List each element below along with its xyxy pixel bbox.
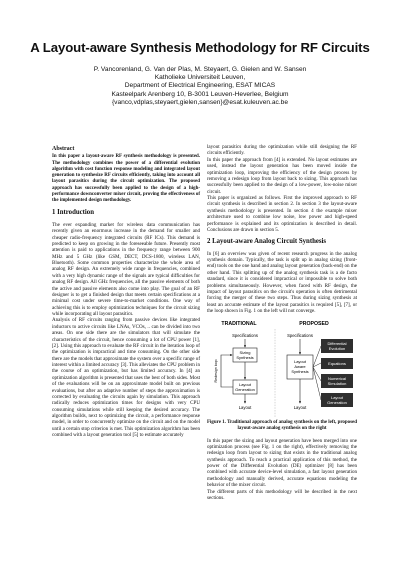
- author-email: {vanco,vdplas,steyaert,gielen,sansen}@esat.kuleuven.ac.be: [111, 98, 289, 106]
- proposed-title: PROPOSED: [299, 321, 329, 328]
- layout-gen-label-1: Layout: [238, 382, 252, 388]
- connector-ns: [313, 367, 321, 381]
- ns-label-1: Numerical: [327, 376, 347, 382]
- affiliation-department: Department of Electrical Engineering, ESAT MICAS: [124, 82, 276, 90]
- right-paragraph-3: This paper is organized as follows. First the improved approach to RF circuit synthesis is described in section 2. In section 3 the layout-aware synthesis methodology is presented. In section 4 the example mixer architecture used to combine low noise, low power and high-speed performance is explained and its optimization is described in detail. Conclusions are drawn in section 5.: [207, 195, 357, 233]
- section-1-heading: 1 Introduction: [52, 209, 94, 217]
- lg-label-2: Generation: [327, 400, 347, 406]
- figure-1-caption-label: Figure 1.: [207, 420, 226, 426]
- abstract-heading: Abstract: [52, 146, 75, 152]
- traditional-title: TRADITIONAL: [221, 321, 257, 328]
- redesign-loop-label: Redesign loop: [214, 359, 218, 383]
- figure-1-diagram: [207, 317, 357, 472]
- equations-label: Equations: [328, 361, 346, 367]
- layout-gen-label-2: Generation: [235, 387, 255, 393]
- intro-paragraph-2: Analysis of RF circuits ranging from passive devices like integrated inductors to active circuits like LNAs, VCOs, .. can be divided into two areas. On one side there are the simulators that will simulate the characteristics of the circuit, hence consuming a lot of CPU power [1], [2]. Using this approach to evaluate the RF circuit in the iteration loop of the optimization is impractical and time consuming. On the other side there are the models that approximate the system over a specific range of interest within a limited accuracy [3]. This alleviates the CPU problem in the course of an optimization, but has limited accuracy. In [4] an optimization algorithm is presented that uses the best of both sides. Most of the evaluations will be on an approximate model built on previous evaluations, but after an adaptive number of steps the approximation is corrected by evaluating the circuits again by simulation. This approach radically reduces optimization times for designs with very CPU consuming simulations while still keeping the desired accuracy. The algorithm builds, next to optimizing the circuit, a performance response model, in order to concurrently optimize on the circuit and on the model until a certain stop criterion is met. This optimization algorithm has been combined with a layout generation tool [5] to estimate accurately: [52, 317, 200, 439]
- left-column: [52, 146, 200, 439]
- right-specs-label: Specifications: [287, 333, 313, 339]
- figure-1-caption-text: Traditional approach of analog synthesis on the left, proposed layout-aware analog synthesis on the right: [227, 420, 357, 432]
- las-label-1: Layout: [293, 359, 307, 365]
- right-paragraph-4: In [6] an overview was given of recent research progress in the analog synthesis domain. Typically, the task is split up in analog sizing (front-end) tools on the one hand and analog layout generation (back-end) on the other hand. This splitting up of the analog synthesis task is a de facto standard, since it is considered impractical or impossible to solve both problems simultaneously. However, when faced with RF design, the impact of layout parasitics on the circuit's operation is often detrimental forcing the merger of these two steps. Thus during sizing synthesis at least an accurate estimate of the layout parasitics is required [5], [7], or the loop shown in Fig. 1 on the left will not converge.: [207, 250, 357, 314]
- affiliation-university: Katholieke Universiteit Leuven,: [154, 74, 246, 82]
- section-2-heading: 2 Layout-aware Analog Circuit Synthesis: [207, 238, 327, 246]
- ns-label-2: Simulation: [327, 381, 347, 387]
- sizing-label-2: Synthesis: [236, 355, 254, 361]
- sizing-label-1: Sizing: [239, 350, 251, 356]
- right-paragraph-2: In this paper the approach from [4] is extended. No layout estimates are used, instead the layout generation has been moved inside the optimization loop, improving the efficiency of the design process by removing a redesign loop from layout back to sizing. This approach has successfully been applied to the design of a low-power, low-noise mixer circuit.: [207, 156, 357, 195]
- right-paragraph-5: In this paper the sizing and layout generation have been merged into one optimization process (see Fig. 1 on the right), effectively removing the redesign loop from layout to sizing that exists in the traditional analog synthesis approach. To reach a practical application of this method, the power of the Differential Evolution (DE) optimizer [8] has been combined with accurate device-level simulation, a fast layout generation methodology and manually derived, accurate equations modeling the behavior of the mixer circuit.: [207, 437, 357, 489]
- right-layout-out: Layout: [293, 405, 307, 411]
- intro-paragraph-1: The ever expanding market for wireless data communication has recently given an enormous increase in the demand for smaller and cheaper radio-frequency integrated circuits (RF ICs). This demand is predicted to keep on growing in the foreseeable future. Presently most attention is paid to applications in the frequency range between 900 MHz and 5 GHz (like GSM, DECT, DCS-1800, wireless LAN, Bluetooth). Some common properties characterize the whole area of analog RF design. An extremely wide range in frequencies, combined with a very high dynamic range of the signals are typical difficulties for analog RF design. All GHz frequencies, all the passive elements of both the active and passive elements also come into play. The goal of an RF designer is to get a finished design that meets certain specifications at a minimal cost under severe time-to-market conditions. One way of achieving this is to employ optimization techniques for the circuit sizing while incorporating all layout parasitics.: [52, 221, 200, 317]
- affiliation-address: Kasteelpark Arenberg 10, B-3001 Leuven-Heverlee, Belgium: [111, 90, 289, 98]
- author-names: P. Vancorenland, G. Van der Plas, M. Steyaert, G. Gielen and W. Sansen: [93, 66, 307, 73]
- redesign-loop-arrow: [221, 355, 233, 387]
- lg-label-1: Layout: [330, 395, 344, 401]
- right-paragraph-1: layout parasitics during the optimization while still designing the RF circuits efficiently.: [207, 144, 357, 157]
- left-layout-out: Layout: [238, 405, 252, 411]
- figure-1: [207, 317, 357, 472]
- left-specs-label: Specifications: [232, 333, 258, 339]
- las-label-3: Synthesis: [291, 369, 309, 375]
- de-label-1: Differential: [327, 341, 347, 347]
- paper-title: A Layout-aware Synthesis Methodology for RF Circuits: [30, 40, 370, 55]
- author-block: [0, 66, 400, 107]
- de-label-2: Evolution: [328, 346, 346, 352]
- las-label-2: Aware: [294, 364, 306, 370]
- right-paragraph-6: The different parts of this methodology will be described in the next sections.: [207, 488, 357, 501]
- connector-lg: [313, 367, 321, 400]
- abstract-text: In this paper a layout-aware RF synthesis methodology is presented. The methodology combines the power of a differential evolution algorithm with cost function response modeling and integrated layout generation to synthesize RF circuits efficiently, taking into account all layout parasitics during the circuit optimization. The proposed approach has successfully been applied to the design of a high-performance downconverter mixer circuit, proving the effectiveness of the implemented design methodology.: [52, 154, 200, 204]
- right-column: [207, 144, 357, 501]
